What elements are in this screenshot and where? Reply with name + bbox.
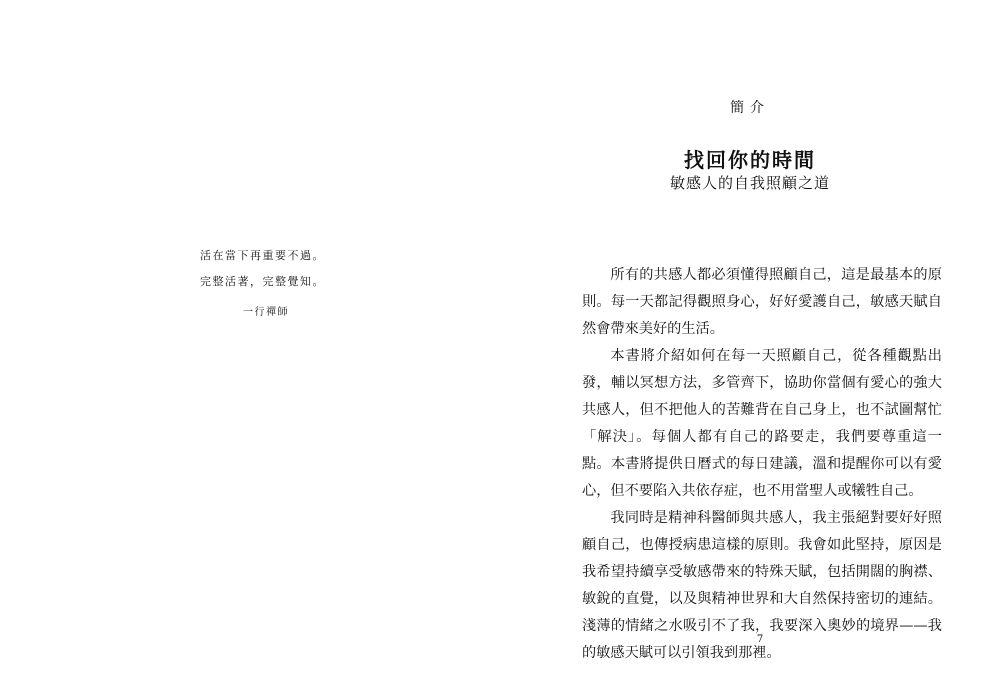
paragraph: 所有的共感人都必須懂得照顧自己，這是最基本的原則。每一天都記得觀照身心，好好愛護自己，敏感天賦自然會帶來美好的生活。: [582, 267, 942, 337]
epigraph-attribution: 一行禪師: [243, 307, 289, 318]
epigraph-quote: [200, 243, 400, 295]
chapter-title: 找回你的時間: [684, 148, 816, 172]
page-number: 7: [756, 634, 764, 645]
paragraph: 我同時是精神科醫師與共感人，我主張絕對要好好照顧自己，也傳授病患這樣的原則。我會如此堅持，原因是我希望持續享受敏感帶來的特殊天賦，包括開闊的胸襟、敏銳的直覺，以及與精神世界和大自然保持密切的連結。淺薄的情緒之水吸引不了我，我要深入奧妙的境界——我的敏感天賦可以引領我到那裡。: [582, 510, 942, 661]
chapter-subtitle: 敏感人的自我照顧之道: [669, 174, 830, 192]
quote-line: 完整活著，完整覺知。: [200, 275, 325, 288]
quote-line: 活在當下再重要不過。: [200, 249, 325, 262]
section-label: 簡介: [730, 100, 770, 116]
paragraph: 本書將介紹如何在每一天照顧自己，從各種觀點出發，輔以冥想方法，多管齊下，協助你當個有愛心的強大共感人，但不把他人的苦難背在自己身上，也不試圖幫忙「解決」。每個人都有自己的路要走，我們要尊重這一點。本書將提供日曆式的每日建議，溫和提醒你可以有愛心，但不要陷入共依存症，也不用當聖人或犧牲自己。: [582, 348, 942, 499]
body-text: [582, 262, 942, 667]
